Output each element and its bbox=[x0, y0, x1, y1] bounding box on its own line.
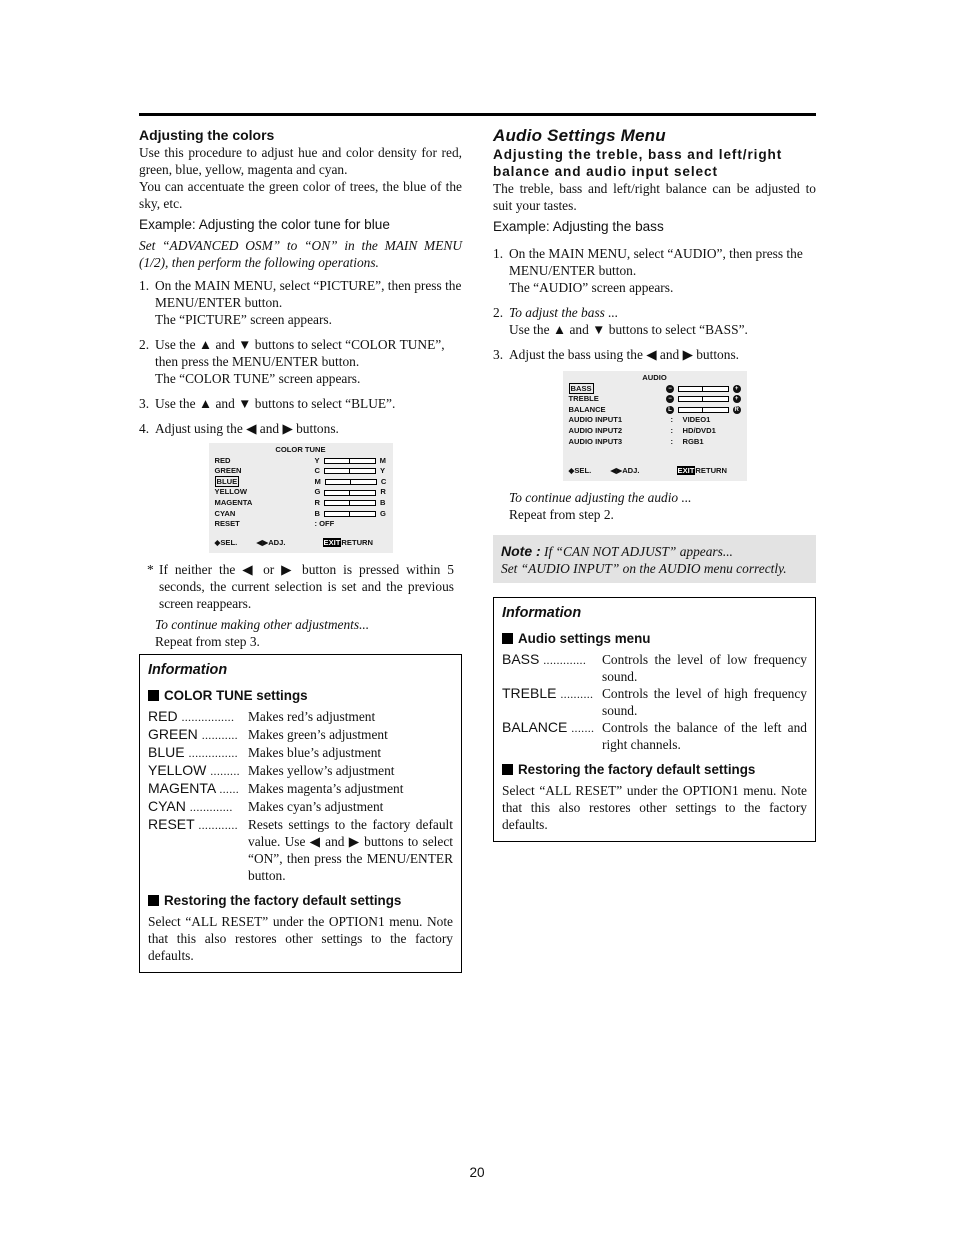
colors-intro-2: You can accentuate the green color of trees, the blue of the sky, etc. bbox=[139, 179, 462, 211]
color-tune-definitions bbox=[148, 708, 453, 884]
definition-key: TREBLE .......... bbox=[502, 685, 594, 701]
definition-value: Resets settings to the factory default value. Use ◀ and ▶ buttons to select “ON”, then press the MENU/ENTER button. bbox=[248, 817, 453, 883]
osd-row bbox=[569, 394, 741, 405]
osd-level-fill bbox=[679, 387, 703, 391]
definition-row bbox=[502, 651, 807, 685]
step-body bbox=[155, 336, 462, 387]
audio-info-box bbox=[493, 597, 816, 842]
osd-input-colon: : bbox=[670, 436, 674, 446]
square-bullet-icon bbox=[148, 690, 159, 701]
continue-italic: To continue adjusting the audio ... bbox=[509, 490, 692, 505]
colors-steps bbox=[139, 277, 462, 437]
step-number: 2. bbox=[493, 305, 504, 320]
osd-inputs bbox=[563, 415, 747, 447]
step-body bbox=[155, 395, 462, 412]
osd-input-label: AUDIO INPUT3 bbox=[568, 436, 623, 446]
osd-level-bar bbox=[325, 479, 377, 485]
audio-steps bbox=[493, 245, 816, 363]
osd-level-bar bbox=[324, 490, 376, 496]
timeout-footnote bbox=[139, 561, 462, 612]
definition-value: Makes magenta’s adjustment bbox=[248, 781, 404, 796]
step-line: Use the ▲ and ▼ buttons to select “COLOR TUNE”, then press the MENU/ENTER button. bbox=[155, 337, 445, 369]
definition-row bbox=[148, 762, 453, 780]
osd-row bbox=[215, 456, 387, 467]
osd-row bbox=[215, 487, 387, 498]
osd-input-value: HD/DVD1 bbox=[682, 425, 716, 435]
left-column bbox=[139, 126, 462, 973]
osd-input-label: AUDIO INPUT1 bbox=[568, 415, 623, 425]
step-body bbox=[509, 304, 816, 338]
definition-row bbox=[502, 719, 807, 753]
osd-row-left-marker: C bbox=[314, 466, 320, 476]
osd-row-left-marker: Y bbox=[314, 455, 320, 465]
square-bullet-icon bbox=[502, 633, 513, 644]
definition-key: RESET ............ bbox=[148, 816, 238, 832]
square-bullet-icon bbox=[502, 764, 513, 775]
info-title: Information bbox=[502, 605, 582, 621]
osd-row-left-marker: − bbox=[666, 395, 674, 403]
step-item bbox=[139, 277, 462, 328]
definition-row bbox=[148, 744, 453, 762]
audio-heading: Audio Settings Menu bbox=[493, 126, 666, 145]
osd-row-label: TREBLE bbox=[568, 394, 599, 404]
step-line: To adjust the bass ... bbox=[509, 305, 619, 320]
step-number: 1. bbox=[139, 278, 150, 293]
color-info-box bbox=[139, 654, 462, 973]
top-rule bbox=[139, 113, 816, 116]
osd-row bbox=[215, 498, 387, 509]
restore-text: Select “ALL RESET” under the OPTION1 menu. Note that this also restores other settings to the factory defaults. bbox=[148, 914, 453, 963]
osd-row-right-marker: B bbox=[379, 497, 386, 507]
osd-input-row bbox=[569, 426, 741, 437]
osd-row-right-marker: + bbox=[733, 385, 741, 393]
step-body bbox=[155, 277, 462, 328]
osd-row-left-marker: R bbox=[314, 497, 320, 507]
step-line: Use the ▲ and ▼ buttons to select “BASS”. bbox=[509, 322, 748, 337]
osd-row bbox=[569, 384, 741, 395]
osd-row bbox=[569, 405, 741, 416]
restore-text: Select “ALL RESET” under the OPTION1 menu. Note that this also restores other settings to the factory defaults. bbox=[502, 783, 807, 832]
osd-input-colon: : bbox=[670, 415, 674, 425]
osd-level-fill bbox=[679, 397, 703, 401]
osd-reset-value: : OFF bbox=[314, 519, 335, 529]
osd-level-bar bbox=[678, 386, 729, 392]
square-bullet-icon bbox=[148, 895, 159, 906]
definition-key: CYAN ............. bbox=[148, 798, 233, 814]
osd-input-value: RGB1 bbox=[682, 436, 704, 446]
osd-title: COLOR TUNE bbox=[275, 445, 326, 454]
osd-row-left-marker: L bbox=[666, 406, 674, 414]
osd-foot-sel: ◆SEL. bbox=[568, 466, 592, 476]
osd-level-fill bbox=[325, 512, 350, 516]
definition-row bbox=[148, 726, 453, 744]
note-line-2: Set “AUDIO INPUT” on the AUDIO menu correctly. bbox=[501, 561, 787, 576]
osd-rows bbox=[563, 384, 747, 416]
info-sub-color-tune: COLOR TUNE settings bbox=[148, 687, 453, 704]
osd-row-right-marker: R bbox=[734, 407, 739, 414]
definition-key: GREEN ........... bbox=[148, 726, 238, 742]
continue-text: Repeat from step 3. bbox=[155, 634, 260, 649]
osd-row-label: BLUE bbox=[216, 476, 238, 486]
info-sub-audio-settings: Audio settings menu bbox=[502, 630, 807, 647]
definition-row bbox=[148, 816, 453, 884]
osd-row-right-marker: + bbox=[733, 395, 741, 403]
osd-row-label: BASS bbox=[570, 383, 592, 393]
osd-row-left-marker: − bbox=[666, 385, 674, 393]
step-body bbox=[509, 346, 816, 363]
step-item bbox=[139, 336, 462, 387]
step-number: 3. bbox=[139, 396, 150, 411]
note-line-1: If “CAN NOT ADJUST” appears... bbox=[544, 544, 733, 559]
osd-row-label: RED bbox=[214, 455, 231, 465]
osd-level-bar bbox=[678, 407, 729, 413]
audio-example: Example: Adjusting the bass bbox=[493, 219, 664, 234]
osd-level-bar bbox=[678, 396, 729, 402]
step-number: 3. bbox=[493, 347, 504, 362]
osd-row-label: GREEN bbox=[214, 466, 242, 476]
osd-foot-return: EXITRETURN bbox=[677, 466, 728, 476]
definition-value: Makes yellow’s adjustment bbox=[248, 763, 395, 778]
colors-example: Example: Adjusting the color tune for blue bbox=[139, 217, 390, 232]
osd-row bbox=[215, 477, 387, 488]
definition-key: YELLOW ......... bbox=[148, 762, 240, 778]
definition-key: BALANCE ....... bbox=[502, 719, 595, 735]
osd-row-label: BALANCE bbox=[568, 404, 606, 414]
definition-row bbox=[148, 708, 453, 726]
color-tune-osd bbox=[209, 443, 393, 553]
step-line: Adjust the bass using the ◀ and ▶ buttons. bbox=[509, 347, 740, 362]
audio-definitions bbox=[502, 651, 807, 753]
osd-row-label: MAGENTA bbox=[214, 497, 253, 507]
osd-row bbox=[215, 509, 387, 520]
colors-intro-1: Use this procedure to adjust hue and color density for red, green, blue, yellow, magenta and cyan. bbox=[139, 145, 462, 177]
footnote-text: If neither the ◀ or ▶ button is pressed within 5 seconds, the current selection is set and the previous screen reappears. bbox=[159, 562, 454, 611]
definition-key: BLUE ............... bbox=[148, 744, 238, 760]
definition-row bbox=[148, 780, 453, 798]
osd-level-bar bbox=[324, 468, 376, 474]
osd-title: AUDIO bbox=[642, 373, 667, 382]
osd-level-bar bbox=[324, 458, 376, 464]
osd-rows bbox=[209, 456, 393, 520]
osd-level-fill bbox=[325, 491, 350, 495]
audio-subheading: Adjusting the treble, bass and left/right balance and audio input select bbox=[493, 147, 783, 179]
audio-intro: The treble, bass and left/right balance can be adjusted to suit your tastes. bbox=[493, 181, 816, 213]
definition-value: Makes cyan’s adjustment bbox=[248, 799, 384, 814]
definition-value: Makes red’s adjustment bbox=[248, 709, 376, 724]
info-title: Information bbox=[148, 662, 228, 678]
osd-input-label: AUDIO INPUT2 bbox=[568, 425, 623, 435]
osd-footer bbox=[215, 538, 387, 549]
osd-level-fill bbox=[325, 459, 350, 463]
osd-foot-adj: ◀▶ADJ. bbox=[610, 466, 640, 476]
osd-row-right-marker: R bbox=[380, 487, 386, 497]
step-item bbox=[493, 346, 816, 363]
osd-input-colon: : bbox=[670, 425, 674, 435]
osd-foot-adj: ◀▶ADJ. bbox=[256, 538, 286, 548]
step-item bbox=[493, 245, 816, 296]
osd-input-value: VIDEO1 bbox=[682, 415, 711, 425]
osd-level-fill bbox=[679, 408, 703, 412]
osd-row-left-marker: M bbox=[314, 476, 321, 486]
osd-row-left-marker: B bbox=[314, 508, 320, 518]
colors-heading: Adjusting the colors bbox=[139, 127, 275, 143]
osd-reset-row bbox=[209, 519, 393, 530]
step-item bbox=[139, 395, 462, 412]
step-number: 4. bbox=[139, 421, 150, 436]
osd-row-right-marker: Y bbox=[379, 466, 386, 476]
osd-level-fill bbox=[326, 480, 351, 484]
definition-key: BASS ............. bbox=[502, 651, 587, 667]
definition-value: Controls the level of low frequency sound. bbox=[602, 652, 807, 684]
step-body bbox=[155, 420, 462, 437]
definition-key: RED ................ bbox=[148, 708, 235, 724]
osd-level-fill bbox=[325, 469, 350, 473]
step-body bbox=[509, 245, 816, 296]
step-line: Use the ▲ and ▼ buttons to select “BLUE”. bbox=[155, 396, 396, 411]
step-line: The “COLOR TUNE” screen appears. bbox=[155, 371, 361, 386]
step-line: The “AUDIO” screen appears. bbox=[509, 280, 674, 295]
osd-row-right-marker: G bbox=[379, 508, 386, 518]
right-column bbox=[493, 126, 816, 842]
definition-value: Makes blue’s adjustment bbox=[248, 745, 382, 760]
step-number: 2. bbox=[139, 337, 150, 352]
osd-row-label: YELLOW bbox=[214, 487, 247, 497]
colors-pre-instruction: Set “ADVANCED OSM” to “ON” in the MAIN MENU (1/2), then perform the following operations. bbox=[139, 238, 462, 270]
osd-input-row bbox=[569, 415, 741, 426]
osd-foot-sel: ◆SEL. bbox=[214, 538, 238, 548]
continue-italic: To continue making other adjustments... bbox=[155, 617, 370, 632]
continue-text: Repeat from step 2. bbox=[509, 507, 614, 522]
info-sub-restore: Restoring the factory default settings bbox=[148, 892, 453, 909]
osd-row-right-marker: C bbox=[380, 476, 387, 486]
step-item bbox=[139, 420, 462, 437]
step-number: 1. bbox=[493, 246, 504, 261]
osd-footer bbox=[569, 466, 741, 477]
osd-reset-label: RESET bbox=[214, 519, 240, 529]
osd-foot-return: EXITRETURN bbox=[323, 538, 374, 548]
note-label: Note : bbox=[501, 543, 541, 559]
note-box bbox=[493, 535, 816, 583]
step-line: The “PICTURE” screen appears. bbox=[155, 312, 332, 327]
definition-row bbox=[502, 685, 807, 719]
footnote-star: * bbox=[147, 562, 154, 577]
osd-row-label: CYAN bbox=[214, 508, 236, 518]
page-number: 20 bbox=[469, 1165, 485, 1180]
step-line: On the MAIN MENU, select “PICTURE”, then press the MENU/ENTER button. bbox=[155, 278, 462, 310]
definition-value: Controls the level of high frequency sound. bbox=[602, 686, 807, 718]
info-sub-restore: Restoring the factory default settings bbox=[502, 761, 807, 778]
step-line: Adjust using the ◀ and ▶ buttons. bbox=[155, 421, 339, 436]
definition-value: Controls the balance of the left and right channels. bbox=[602, 720, 807, 752]
osd-level-fill bbox=[325, 501, 350, 505]
audio-osd bbox=[563, 371, 747, 481]
osd-row-left-marker: G bbox=[314, 487, 321, 497]
definition-row bbox=[148, 798, 453, 816]
definition-value: Makes green’s adjustment bbox=[248, 727, 388, 742]
osd-level-bar bbox=[324, 511, 376, 517]
osd-level-bar bbox=[324, 500, 376, 506]
osd-input-row bbox=[569, 437, 741, 448]
step-item bbox=[493, 304, 816, 338]
osd-row bbox=[215, 466, 387, 477]
definition-key: MAGENTA ...... bbox=[148, 780, 240, 796]
osd-row-right-marker: M bbox=[379, 455, 386, 465]
step-line: On the MAIN MENU, select “AUDIO”, then press the MENU/ENTER button. bbox=[509, 246, 803, 278]
